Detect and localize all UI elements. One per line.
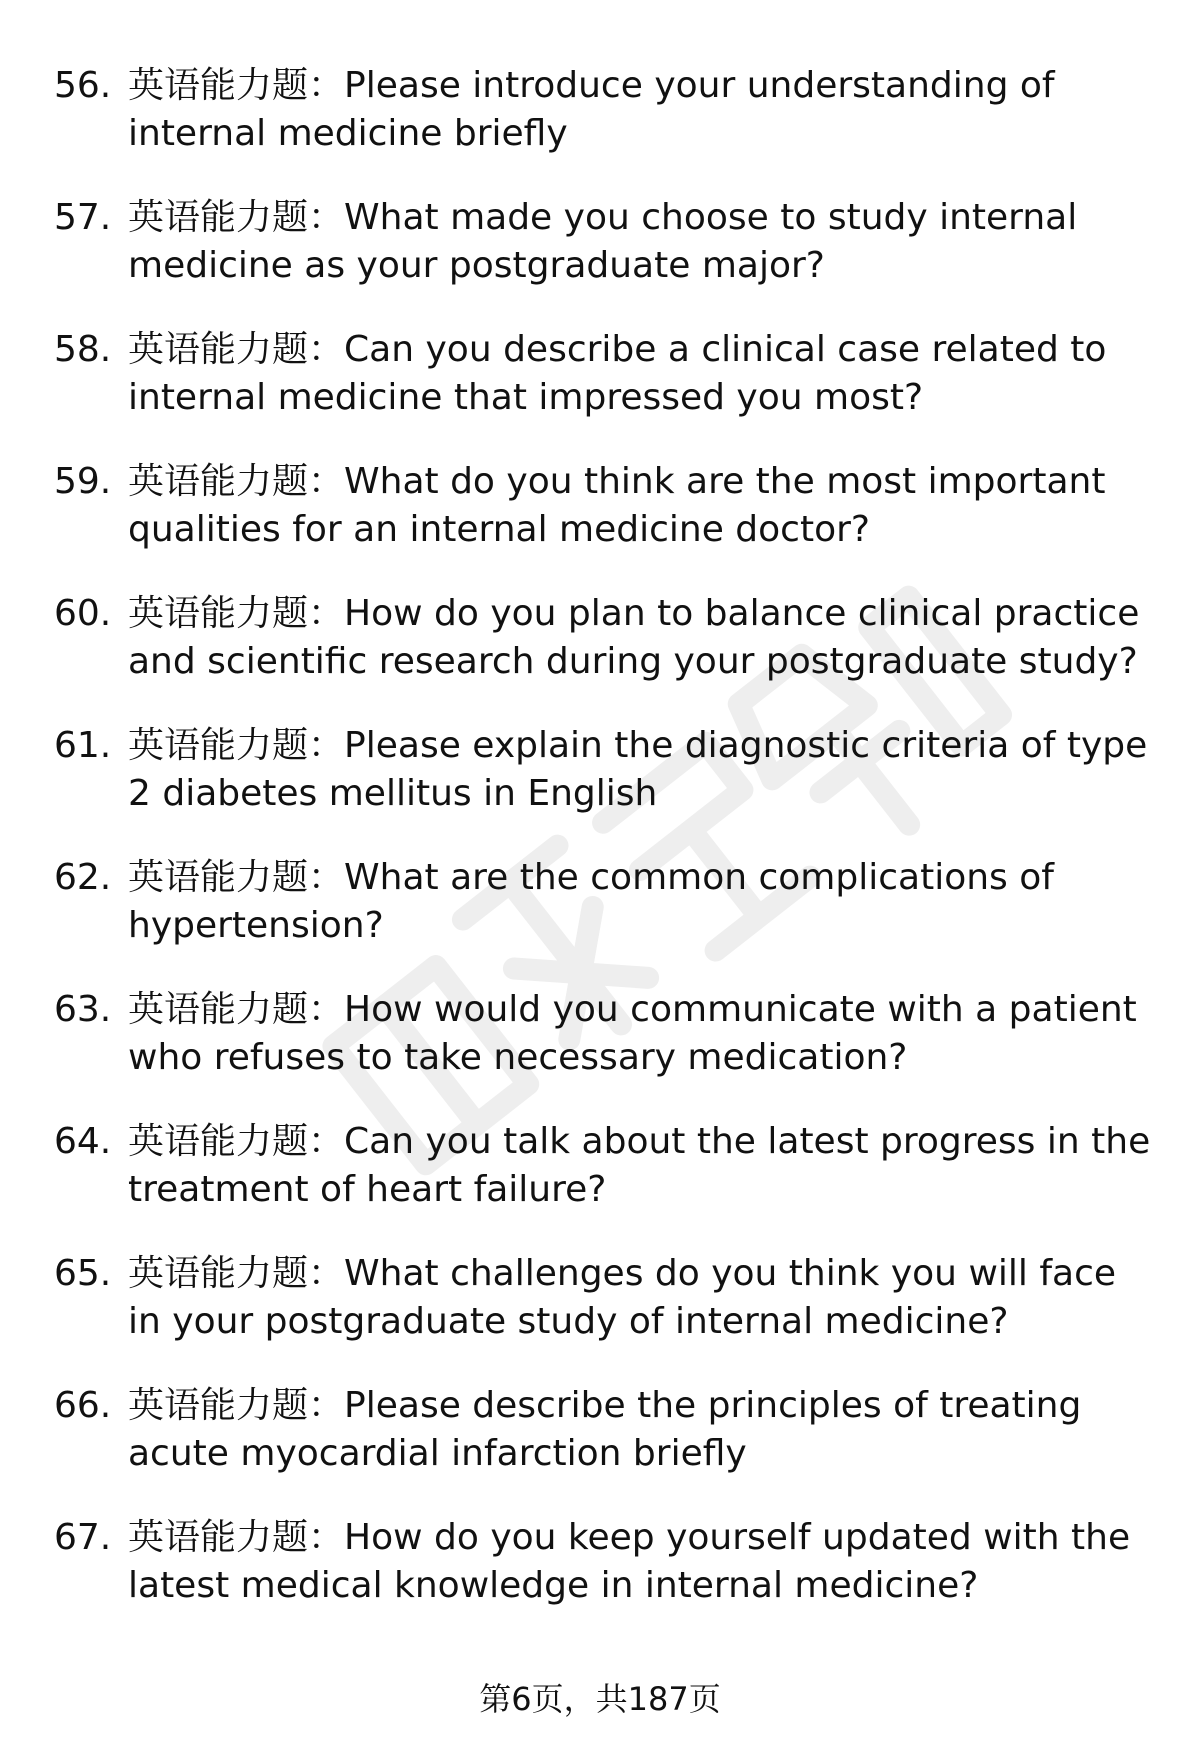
question-number: 59. (54, 461, 112, 502)
question-number: 62. (54, 857, 112, 898)
question-separator: ： (308, 329, 345, 370)
question-text: What challenges do you think you will face in your postgraduate study of internal medicine? (128, 1253, 1117, 1342)
question-tag: 英语能力题 (128, 989, 309, 1030)
question-number: 60. (54, 593, 112, 634)
question-body (128, 590, 1158, 686)
question-number: 66. (54, 1385, 112, 1426)
question-item (0, 62, 1200, 194)
question-text: How do you keep yourself updated with the latest medical knowledge in internal medicine? (128, 1517, 1131, 1606)
question-item (0, 1118, 1200, 1250)
question-item (0, 326, 1200, 458)
question-text: Please describe the principles of treating acute myocardial infarction briefly (128, 1385, 1082, 1474)
question-tag: 英语能力题 (128, 593, 309, 634)
question-item (0, 1514, 1200, 1646)
question-tag: 英语能力题 (128, 461, 309, 502)
question-item (0, 1382, 1200, 1514)
question-number: 56. (54, 65, 112, 106)
question-separator: ： (308, 857, 345, 898)
question-number: 67. (54, 1517, 112, 1558)
question-list (0, 62, 1200, 1646)
question-text: Can you describe a clinical case related to internal medicine that impressed you most? (128, 329, 1107, 418)
question-separator: ： (308, 65, 345, 106)
question-number: 57. (54, 197, 112, 238)
question-body (128, 1250, 1158, 1346)
question-tag: 英语能力题 (128, 1517, 309, 1558)
question-separator: ： (308, 461, 345, 502)
question-text: What made you choose to study internal medicine as your postgraduate major? (128, 197, 1078, 286)
question-number: 61. (54, 725, 112, 766)
question-tag: 英语能力题 (128, 1121, 309, 1162)
question-item (0, 854, 1200, 986)
question-number: 58. (54, 329, 112, 370)
question-text: Please explain the diagnostic criteria of type 2 diabetes mellitus in English (128, 725, 1148, 814)
question-body (128, 62, 1158, 158)
question-tag: 英语能力题 (128, 197, 309, 238)
question-body (128, 458, 1158, 554)
question-body (128, 326, 1158, 422)
question-item (0, 722, 1200, 854)
question-text: Can you talk about the latest progress in the treatment of heart failure? (128, 1121, 1151, 1210)
question-text: What are the common complications of hypertension? (128, 857, 1054, 946)
question-tag: 英语能力题 (128, 65, 309, 106)
question-tag: 英语能力题 (128, 1385, 309, 1426)
question-tag: 英语能力题 (128, 725, 309, 766)
question-tag: 英语能力题 (128, 1253, 309, 1294)
question-item (0, 590, 1200, 722)
question-item (0, 194, 1200, 326)
question-separator: ： (308, 1121, 345, 1162)
question-body (128, 854, 1158, 950)
question-separator: ： (308, 725, 345, 766)
question-body (128, 722, 1158, 818)
question-item (0, 1250, 1200, 1382)
page-footer: 第6页，共187页 (479, 1680, 721, 1718)
question-number: 63. (54, 989, 112, 1030)
question-item (0, 458, 1200, 590)
question-body (128, 1382, 1158, 1478)
question-number: 65. (54, 1253, 112, 1294)
question-body (128, 194, 1158, 290)
question-text: Please introduce your understanding of internal medicine briefly (128, 65, 1055, 154)
question-text: How would you communicate with a patient who refuses to take necessary medication? (128, 989, 1137, 1078)
question-tag: 英语能力题 (128, 329, 309, 370)
question-body (128, 1514, 1158, 1610)
question-number: 64. (54, 1121, 112, 1162)
question-body (128, 986, 1158, 1082)
question-item (0, 986, 1200, 1118)
question-separator: ： (308, 197, 345, 238)
question-body (128, 1118, 1158, 1214)
question-tag: 英语能力题 (128, 857, 309, 898)
question-text: How do you plan to balance clinical practice and scientific research during your postgraduate study? (128, 593, 1140, 682)
question-separator: ： (308, 989, 345, 1030)
question-separator: ： (308, 593, 345, 634)
question-separator: ： (308, 1253, 345, 1294)
question-separator: ： (308, 1385, 345, 1426)
question-text: What do you think are the most important qualities for an internal medicine doctor? (128, 461, 1106, 550)
question-separator: ： (308, 1517, 345, 1558)
